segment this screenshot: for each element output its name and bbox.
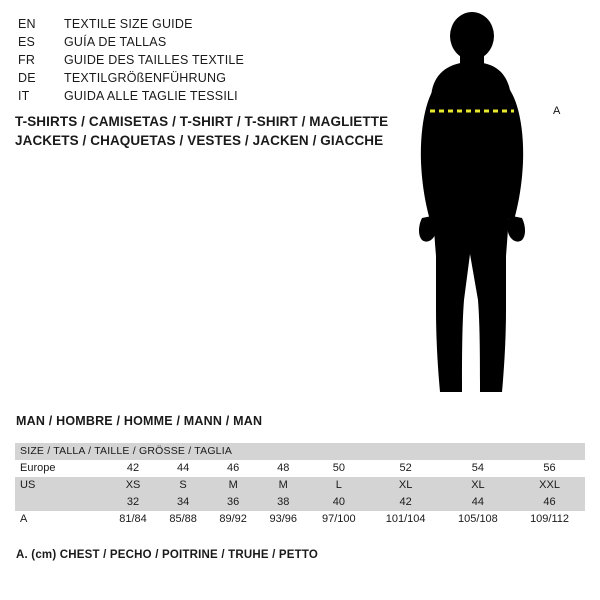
- table-cell: XXL: [539, 479, 560, 491]
- row-label: [15, 494, 108, 511]
- table-cell: S: [179, 479, 187, 491]
- row-label: Europe: [20, 462, 56, 474]
- legend-language-text: GUIDA ALLE TAGLIE TESSILI: [64, 89, 238, 103]
- table-cell: 56: [543, 462, 556, 474]
- body-silhouette-figure: [400, 10, 600, 400]
- measure-label-a: A: [553, 105, 561, 117]
- table-cell: XL: [471, 479, 485, 491]
- table-cell: 89/92: [219, 513, 247, 525]
- table-cell: XL: [398, 479, 413, 491]
- legend-language-text: GUIDE DES TAILLES TEXTILE: [64, 53, 245, 67]
- legend-language-code: FR: [18, 53, 36, 67]
- category-line-tshirts: T-SHIRTS / CAMISETAS / T-SHIRT / T-SHIRT / MAGLIETTE: [15, 114, 389, 129]
- legend-language-code: IT: [18, 89, 30, 103]
- table-cell: 48: [277, 462, 290, 474]
- legend-language-text: GUÍA DE TALLAS: [64, 35, 167, 49]
- legend-language-code: ES: [18, 35, 36, 49]
- table-cell: 46: [543, 496, 556, 508]
- size-table: [15, 443, 585, 528]
- male-silhouette-icon: [400, 10, 600, 400]
- legend-language-text: TEXTILE SIZE GUIDE: [64, 17, 193, 31]
- row-label: A: [20, 513, 28, 525]
- legend-row: [18, 89, 348, 107]
- legend-row: [18, 17, 348, 35]
- table-cell: 34: [176, 496, 190, 508]
- legend-language-code: EN: [18, 17, 36, 31]
- table-cell: M: [278, 479, 288, 491]
- table-row: [15, 494, 585, 511]
- table-cell: 85/88: [169, 513, 197, 525]
- table-header-row: [15, 443, 585, 460]
- table-cell: 52: [399, 462, 412, 474]
- table-cell: M: [228, 479, 238, 491]
- table-cell: 54: [471, 462, 485, 474]
- table-cell: 36: [227, 496, 240, 508]
- legend-row: [18, 71, 348, 89]
- table-cell: 93/96: [269, 513, 297, 525]
- table-row: [15, 511, 585, 528]
- table-cell: 105/108: [458, 513, 498, 525]
- legend-row: [18, 53, 348, 71]
- table-cell: 109/112: [530, 513, 570, 525]
- category-line-jackets: JACKETS / CHAQUETAS / VESTES / JACKEN / GIACCHE: [15, 133, 384, 148]
- language-legend: [18, 17, 348, 107]
- table-cell: 42: [399, 496, 412, 508]
- table-cell: 46: [227, 462, 240, 474]
- table-title: MAN / HOMBRE / HOMME / MANN / MAN: [16, 414, 263, 428]
- table-cell: 97/100: [322, 513, 356, 525]
- table-cell: 50: [332, 462, 345, 474]
- table-cell: 42: [126, 462, 140, 474]
- table-cell: XS: [125, 479, 141, 491]
- legend-row: [18, 35, 348, 53]
- legend-language-text: TEXTILGRÖßENFÜHRUNG: [64, 71, 227, 85]
- table-cell: L: [335, 479, 342, 491]
- table-cell: 101/104: [385, 513, 426, 525]
- table-cell: 44: [176, 462, 190, 474]
- legend-language-code: DE: [18, 71, 36, 85]
- table-cell: 38: [277, 496, 290, 508]
- table-cell: 44: [471, 496, 485, 508]
- garment-categories: [15, 112, 389, 150]
- table-cell: 32: [126, 496, 140, 508]
- table-footnote: A. (cm) CHEST / PECHO / POITRINE / TRUHE / PETTO: [16, 549, 319, 561]
- table-row: [15, 460, 585, 477]
- row-label: US: [20, 479, 36, 491]
- table-cell: 81/84: [119, 513, 147, 525]
- table-cell: 40: [332, 496, 345, 508]
- table-row: [15, 477, 585, 494]
- table-header-size-label: SIZE / TALLA / TAILLE / GRÖSSE / TAGLIA: [20, 445, 233, 457]
